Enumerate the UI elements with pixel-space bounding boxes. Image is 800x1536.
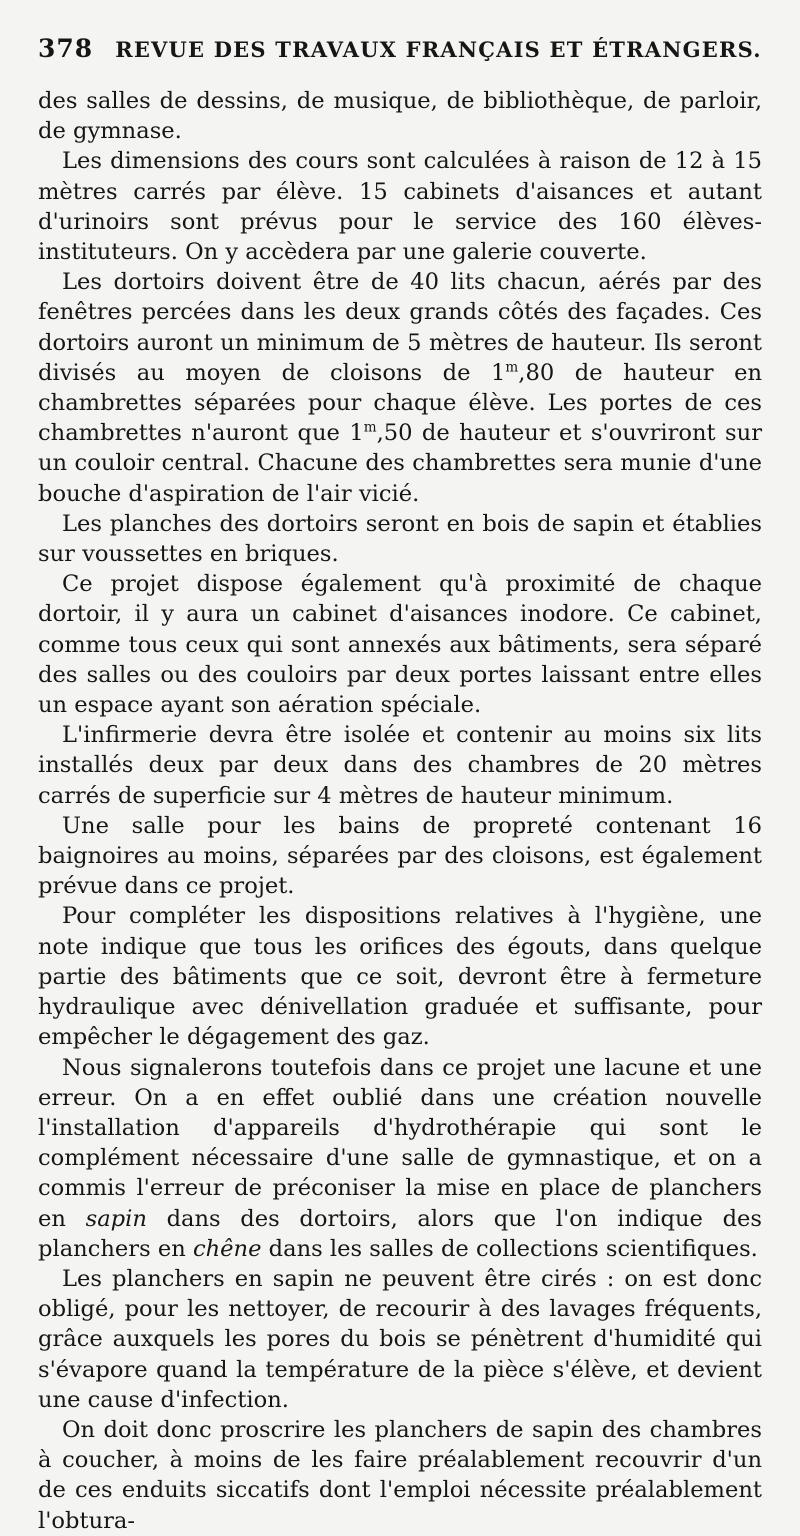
paragraph (38, 509, 762, 569)
paragraph (38, 146, 762, 267)
text-segment: Ce projet dispose également qu'à proximité de chaque dortoir, il y aura un cabinet d'aisances inodore. Ce cabinet, comme tous ceux qui sont annexés aux bâtiments, sera séparé des salles ou des couloirs par deux portes laissant entre elles un espace ayant son aération spéciale. (38, 571, 762, 719)
superscript-unit: m (363, 419, 377, 436)
paragraph (38, 1415, 762, 1536)
emphasis-text: sapin (85, 1205, 147, 1232)
text-segment: Une salle pour les bains de propreté contenant 16 baignoires au moins, séparées par des cloisons, est également prévue dans ce projet. (38, 812, 762, 900)
text-segment: dans les salles de collections scientifiques. (261, 1235, 758, 1262)
text-segment: L'infirmerie devra être isolée et contenir au moins six lits installés deux par deux dans des chambres de 20 mètres carrés de superficie sur 4 mètres de hauteur minimum. (38, 722, 762, 809)
text-segment: dans des dortoirs, alors que l'on indique des planchers en (38, 1205, 763, 1262)
paragraph (38, 86, 762, 146)
text-segment: des salles de dessins, de musique, de bibliothèque, de parloir, de gymnase. (38, 88, 762, 145)
superscript-unit: m (505, 359, 519, 376)
text-segment: Les dimensions des cours sont calculées à raison de 12 à 15 mètres carrés par élève. 15 cabinets d'aisances et autant d'urinoirs sont prévus pour le service des 160 élèves-instituteurs. On y accèdera par une galerie couverte. (38, 148, 762, 266)
paragraph (38, 901, 762, 1052)
text-segment: ,80 de hauteur en chambrettes séparées pour chaque élève. Les portes de ces chambrettes n'auront que 1 (38, 359, 762, 447)
paragraph (38, 1053, 762, 1264)
paragraph (38, 267, 762, 509)
page-number: 378 (38, 34, 94, 63)
running-head (38, 34, 762, 84)
text-segment: Les planchers en sapin ne peuvent être cirés : on est donc obligé, pour les nettoyer, de recourir à des lavages fréquents, grâce auxquels les pores du bois se pénètrent d'humidité qui s'évapore quand la température de la pièce s'élève, et devient une cause d'infection. (38, 1265, 762, 1413)
text-segment: On doit donc proscrire les planchers de sapin des chambres à coucher, à moins de les faire préalablement recouvrir d'un de ces enduits siccatifs dont l'emploi nécessite préalablement l'obtura- (38, 1416, 762, 1534)
text-segment: Nous signalerons toutefois dans ce projet une lacune et une erreur. On a en effet oublié dans une création nouvelle l'installation d'appareils d'hydrothérapie qui sont le complément nécessaire d'une salle de gymnastique, et on a commis l'erreur de préconiser la mise en place de planchers en (38, 1054, 762, 1232)
text-segment: Les planches des dortoirs seront en bois de sapin et établies sur voussettes en briques. (38, 510, 762, 568)
paragraph (38, 569, 762, 720)
text-segment: Les dortoirs doivent être de 40 lits chacun, aérés par des fenêtres percées dans les deux grands côtés des façades. Ces dortoirs auront un minimum de 5 mètres de hauteur. Ils seront divisés au moyen de cloisons de 1 (38, 269, 762, 386)
paragraph (38, 1264, 762, 1415)
body-text (38, 86, 762, 1536)
text-segment: Pour compléter les dispositions relatives à l'hygiène, une note indique que tous les orifices des égouts, dans quelque partie des bâtiments que ce soit, devront être à fermeture hydraulique avec dénivellation graduée et suffisante, pour empêcher le dégagement des gaz. (38, 903, 762, 1051)
running-title: REVUE DES TRAVAUX FRANÇAIS ET ÉTRANGERS. (115, 37, 762, 62)
paragraph (38, 811, 762, 902)
text-segment: ,50 de hauteur et s'ouvriront sur un couloir central. Chacune des chambrettes sera munie d'une bouche d'aspiration de l'air vicié. (38, 420, 762, 507)
paragraph (38, 720, 762, 811)
emphasis-text: chêne (192, 1235, 262, 1262)
